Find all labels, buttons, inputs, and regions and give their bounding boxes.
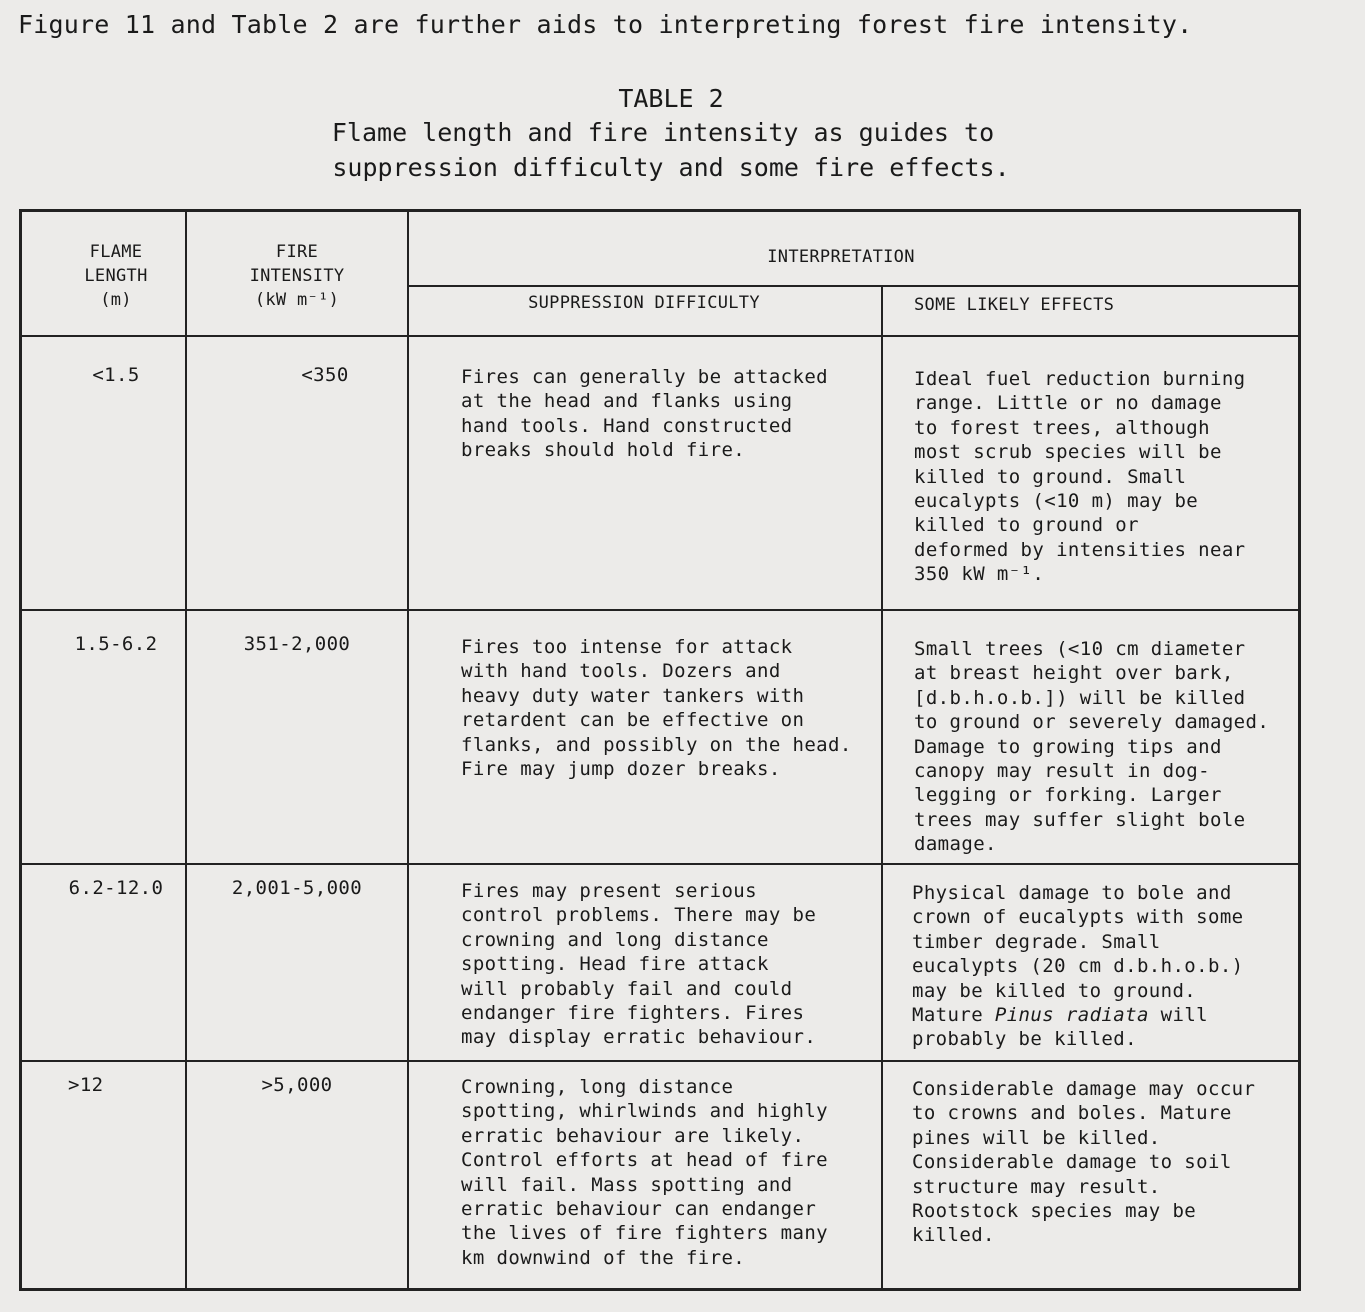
table	[19, 209, 1301, 1291]
row-3-suppression: Fires may present serious control problems. There may be crowning and long distance spotting. Head fire attack will probably fail and could endanger fire fighters. Fires may display erratic behaviour.	[461, 880, 817, 1049]
header-likely-effects: SOME LIKELY EFFECTS	[914, 295, 1115, 315]
row-divider-2	[22, 863, 1301, 865]
row-divider-1	[22, 609, 1301, 611]
table-caption-line-1: Flame length and fire intensity as guides to	[331, 118, 995, 147]
table-label: TABLE 2	[618, 84, 724, 113]
row-4-effects: Considerable damage may occur to crowns and boles. Mature pines will be killed. Considerable damage to soil structure may result. Rootstock species may be killed.	[912, 1078, 1256, 1247]
row-1-suppression: Fires can generally be attacked at the head and flanks using hand tools. Hand constructed breaks should hold fire.	[461, 366, 829, 462]
interpretation-underline	[407, 285, 1301, 287]
row-1-flame-length: <1.5	[92, 364, 140, 386]
row-3-effects: Physical damage to bole and crown of eucalypts with some timber degrade. Small eucalypts (20 cm d.b.h.o.b.) may be killed to ground. Mature Pinus radiata will probably be killed.	[912, 882, 1244, 1051]
species-name-italic: Pinus radiata	[994, 1004, 1149, 1027]
row-1-intensity: <350	[301, 364, 349, 386]
row-4-suppression: Crowning, long distance spotting, whirlwinds and highly erratic behaviour are likely. Control efforts at head of fire will fail. Mass spotting and erratic behaviour can endanger the lives of fire fighters many km downwind of the fire.	[461, 1076, 829, 1269]
header-flame-length: FLAME LENGTH (m)	[84, 242, 148, 310]
header-suppression-difficulty: SUPPRESSION DIFFICULTY	[528, 293, 760, 313]
header-interpretation: INTERPRETATION	[767, 247, 915, 267]
row-3-intensity: 2,001-5,000	[231, 877, 363, 899]
table-caption-line-2: suppression difficulty and some fire effects.	[332, 153, 1010, 182]
row-1-effects: Ideal fuel reduction burning range. Little or no damage to forest trees, although most scrub species will be killed to ground. Small eucalypts (<10 m) may be killed to ground or deformed by intensities near 350 kW m⁻¹.	[914, 368, 1246, 586]
row-2-effects: Small trees (<10 cm diameter at breast height over bark, [d.b.h.o.b.]) will be killed to ground or severely damaged. Damage to growing tips and canopy may result in dog- legging or forking. Larger trees may suffer slight bole damage.	[914, 638, 1270, 856]
intro-text: Figure 11 and Table 2 are further aids to interpreting forest fire intensity.	[18, 10, 1193, 39]
header-bottom-line	[22, 335, 1301, 337]
row-divider-3	[22, 1060, 1301, 1062]
header-fire-intensity: FIRE INTENSITY (kW m⁻¹)	[249, 242, 345, 310]
row-2-intensity: 351-2,000	[243, 633, 351, 655]
row-2-suppression: Fires too intense for attack with hand tools. Dozers and heavy duty water tankers with retardent can be effective on flanks, and possibly on the head. Fire may jump dozer breaks.	[461, 636, 852, 781]
row-3-flame-length: 6.2-12.0	[68, 877, 164, 899]
row-4-intensity: >5,000	[261, 1074, 333, 1096]
row-4-flame-length: >12	[68, 1074, 104, 1096]
row-2-flame-length: 1.5-6.2	[74, 633, 158, 655]
col-divider-3	[881, 286, 883, 1288]
